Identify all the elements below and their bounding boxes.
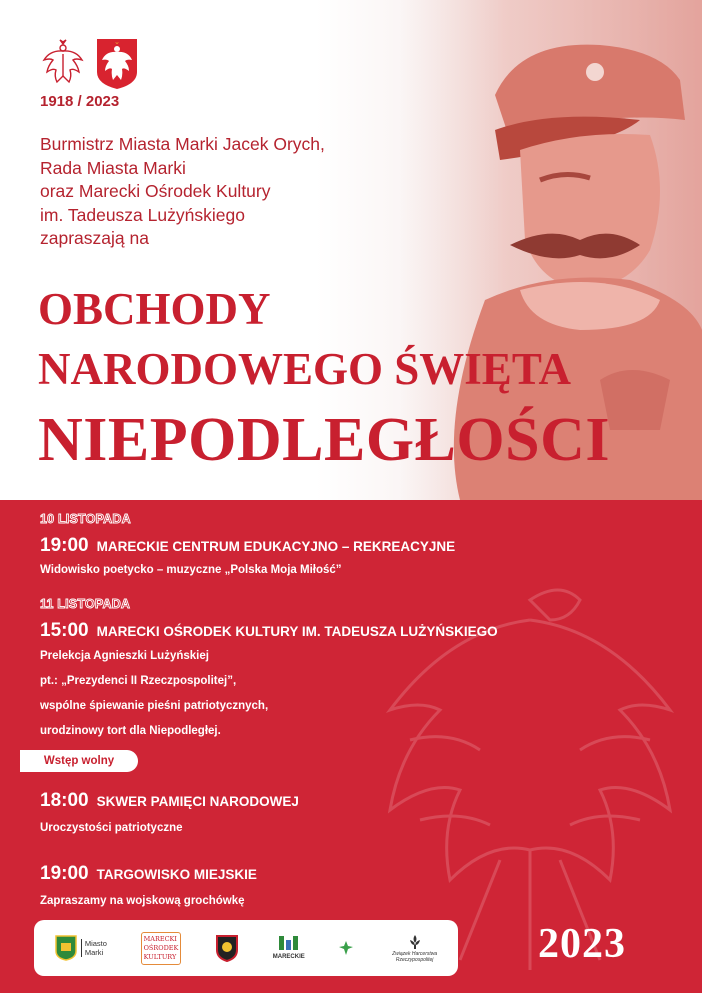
date-day-1: 10 LISTOPADA <box>40 512 131 526</box>
event-description <box>40 558 342 583</box>
logo-mok <box>141 932 182 965</box>
event-time: 19:00 <box>40 535 89 556</box>
event-4 <box>40 863 257 885</box>
zhp-lily-icon <box>338 940 354 956</box>
organizers-intro <box>40 133 325 251</box>
years-label: 1918 / 2023 <box>40 93 120 110</box>
logo-mcer <box>273 934 305 962</box>
logo-zhr <box>392 934 437 963</box>
marki-crest-icon <box>55 935 77 961</box>
description-line: Prelekcja Agnieszki Lużyńskiej <box>40 650 209 662</box>
partner-logos <box>34 920 458 976</box>
polish-coat-of-arms-icon <box>96 38 138 90</box>
event-description <box>40 644 268 744</box>
logo-text: MARECKI OŚRODEK KULTURY <box>141 932 182 965</box>
description-line: wspólne śpiewanie pieśni patriotycznych, <box>40 700 269 712</box>
date-day-2: 11 LISTOPADA <box>40 597 131 611</box>
description-line: pt.: „Prezydenci II Rzeczpospolitej”, <box>40 675 237 687</box>
mcer-mark-icon <box>277 934 301 952</box>
intro-line: Rada Miasta Marki <box>40 157 186 178</box>
description-line: urodzinowy tort dla Niepodległej. <box>40 725 221 737</box>
intro-line: zapraszają na <box>40 228 149 248</box>
event-place: MARECKI OŚRODEK KULTURY IM. TADEUSZA LUŻYŃSKIEGO <box>96 624 498 639</box>
event-place: TARGOWISKO MIEJSKIE <box>96 867 257 882</box>
description-line: Zapraszamy na wojskową grochówkę <box>40 895 245 907</box>
shield-emblem-icon <box>215 934 239 962</box>
logo-shield <box>215 934 239 962</box>
title-line-1: OBCHODY <box>38 284 271 334</box>
year-2023: 2023 <box>538 921 626 967</box>
intro-line: oraz Marecki Ośrodek Kultury <box>40 181 271 201</box>
event-place: SKWER PAMIĘCI NARODOWEJ <box>96 794 299 809</box>
event-day-2 <box>40 620 498 642</box>
event-description <box>40 889 245 914</box>
event-day-1 <box>40 535 455 557</box>
intro-line: im. Tadeusza Lużyńskiego <box>40 204 245 225</box>
intro-line: Burmistrz Miasta Marki Jacek Orych, <box>40 134 325 154</box>
event-place: MARECKIE CENTRUM EDUKACYJNO – REKREACYJNE <box>96 539 456 554</box>
emblems <box>40 38 138 90</box>
event-time: 15:00 <box>40 620 89 641</box>
event-3 <box>40 790 299 812</box>
white-eagle-icon <box>40 38 86 86</box>
zhr-lily-icon <box>407 934 423 950</box>
logo-zhp <box>338 940 358 956</box>
event-time: 19:00 <box>40 863 89 884</box>
free-entry-badge: Wstęp wolny <box>20 750 138 772</box>
event-time: 18:00 <box>40 790 89 811</box>
title-line-2: NARODOWEGO ŚWIĘTA <box>38 344 571 394</box>
logo-text: Związek Harcerstwa Rzeczypospolitej <box>392 950 438 963</box>
logo-text: MARECKIE <box>272 954 305 960</box>
logo-text: Miasto Marki <box>81 939 107 957</box>
title-line-3: NIEPODLEGŁOŚCI <box>38 406 611 474</box>
logo-miasto-marki <box>55 935 107 961</box>
description-line: Widowisko poetycko – muzyczne „Polska Moja Miłość” <box>40 564 342 576</box>
event-description <box>40 816 183 841</box>
description-line: Uroczystości patriotyczne <box>40 822 183 834</box>
